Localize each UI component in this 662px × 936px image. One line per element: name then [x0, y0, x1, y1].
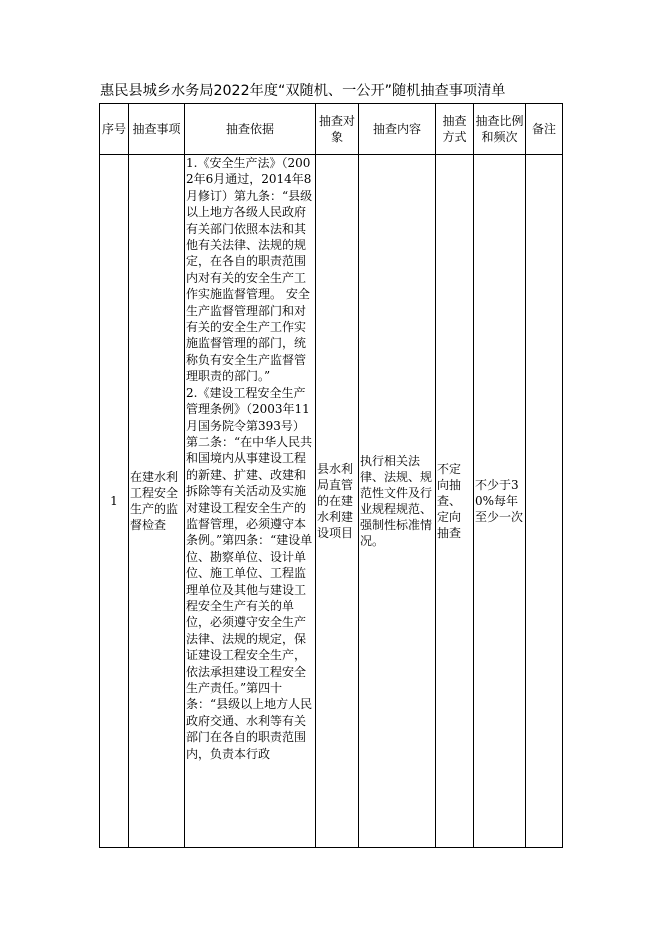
cell-method: 不定向抽查、定向抽查	[436, 155, 474, 848]
header-no: 序号	[100, 104, 129, 155]
page-title: 惠民县城乡水务局2022年度“双随机、一公开”随机抽查事项清单	[100, 83, 506, 99]
table-header-row	[100, 104, 563, 155]
inspection-table	[99, 103, 563, 848]
cell-content: 执行相关法律、法规、规范性文件及行业规程规范、强制性标准情况。	[359, 155, 436, 848]
header-ratio: 抽查比例和频次	[474, 104, 526, 155]
cell-remark	[526, 155, 563, 848]
header-basis: 抽查依据	[185, 104, 316, 155]
header-content: 抽查内容	[359, 104, 436, 155]
cell-ratio: 不少于30%每年至少一次	[474, 155, 526, 848]
cell-no: 1	[100, 155, 129, 848]
cell-object: 县水利局直管的在建水利建设项目	[316, 155, 359, 848]
table-row	[100, 155, 563, 848]
basis-paragraph-1: 1.《安全生产法》（2002年6月通过，2014年8月修订）第九条：“县级以上地方各级人民政府有关部门依照本法和其他有关法律、法规的规定，在各自的职责范围内对有关的安全生产工作实施监督管理。 安全生产监督管理部门和对有关的安全生产工作实施监督管理的部门，统称负有安全生产监督管理职责的部门。”	[186, 156, 313, 384]
header-item: 抽查事项	[129, 104, 185, 155]
basis-text	[186, 155, 314, 847]
cell-basis	[185, 155, 316, 848]
header-remark: 备注	[526, 104, 563, 155]
basis-paragraph-2: 2.《建设工程安全生产管理条例》（2003年11月国务院令第393号）第二条：“在中华人民共和国境内从事建设工程的新建、扩建、改建和拆除等有关活动及实施对建设工程安全生产的监督管理，必须遵守本条例。”第四条：“建设单位、勘察单位、设计单位、施工单位、工程监理单位及其他与建设工程安全生产有关的单位，必须遵守安全生产法律、法规的规定，保证建设工程安全生产，依法承担建设工程安全生产责任。”第四十条：“县级以上地方人民政府交通、水利等有关部门在各自的职责范围内，负责本行政	[186, 385, 313, 761]
header-method: 抽查方式	[436, 104, 474, 155]
cell-item: 在建水利工程安全生产的监督检查	[129, 155, 185, 848]
header-object: 抽查对象	[316, 104, 359, 155]
